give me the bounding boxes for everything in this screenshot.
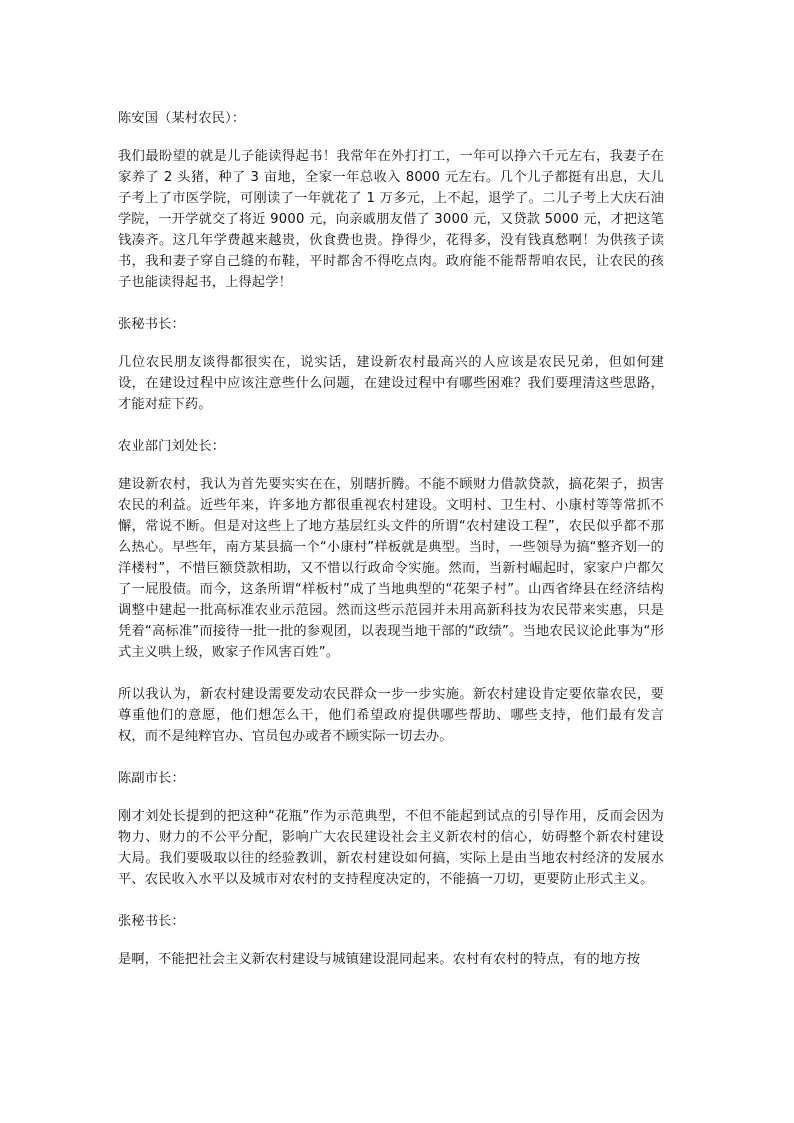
paragraph: 是啊，不能把社会主义新农村建设与城镇建设混同起来。农村有农村的特点，有的地方按 <box>118 952 641 967</box>
paragraph: 建设新农村，我认为首先要实实在在，别瞎折腾。不能不顾财力借款贷款，搞花架子，损害农民的利益。近些年来，许多地方都很重视农村建设。文明村、卫生村、小康村等等常抓不懈，常说不断。但是对这些上了地方基层红头文件的所谓“农村建设工程”，农民似乎都不那么热心。早些年，南方某县搞一个“小康村”样板就是典型。当时，一些领导为搞“整齐划一的洋楼村”，不惜巨额贷款相助，又不惜以行政命令实施。然而，当新村崛起时，家家户户都欠了一屁股债。而今，这条所谓“样板村”成了当地典型的“花架子村”。山西省绛县在经济结构调整中建起一批高标准农业示范园。然而这些示范园并未用高新科技为农民带来实惠，只是凭着“高标准”而接待一批一批的参观团，以表现当地干部的“政绩”。当地农民议论此事为“形式主义哄上级，败家子作风害百姓”。 <box>118 477 664 660</box>
paragraph: 我们最盼望的就是儿子能读得起书！我常年在外打打工，一年可以挣六千元左右，我妻子在家养了 2 头猪，种了 3 亩地，全家一年总收入 8000 元左右。几个儿子都挺有出息，大儿子考上了市医学院，可刚读了一年就花了 1 万多元，上不起，退学了。二儿子考上大庆石油学院，一开学就交了将近 9000 元，向亲戚朋友借了 3000 元，又贷款 5000 元，才把这笔钱凑齐。这几年学费越来越贵，伙食费也贵。挣得少，花得多，没有钱真愁啊！为供孩子读书，我和妻子穿自己缝的布鞋，平时都舍不得吃点肉。政府能不能帮帮咱农民，让农民的孩子也能读得起书，上得起学！ <box>118 149 664 290</box>
speaker-label: 农业部门刘处长： <box>118 439 226 454</box>
speaker-label: 张秘书长： <box>118 317 185 332</box>
paragraph: 所以我认为，新农村建设需要发动农民群众一步一步实施。新农村建设肯定要依靠农民，要尊重他们的意愿，他们想怎么干，他们希望政府提供哪些帮助、哪些支持，他们最有发言权，而不是纯粹官办、官员包办或者不顾实际一切去办。 <box>118 687 664 744</box>
speaker-label: 张秘书长： <box>118 914 185 929</box>
document-page <box>118 108 664 991</box>
paragraph: 刚才刘处长提到的把这种“花瓶”作为示范典型，不但不能起到试点的引导作用，反而会因为物力、财力的不公平分配，影响广大农民建设社会主义新农村的信心，妨碍整个新农村建设大局。我们要吸取以往的经验教训，新农村建设如何搞，实际上是由当地农村经济的发展水平、农民收入水平以及城市对农村的支持程度决定的，不能搞一刀切，更要防止形式主义。 <box>118 809 664 887</box>
paragraph: 几位农民朋友谈得都很实在，说实话，建设新农村最高兴的人应该是农民兄弟，但如何建设，在建设过程中应该注意些什么问题，在建设过程中有哪些困难？我们要理清这些思路，才能对症下药。 <box>118 355 664 412</box>
speaker-label: 陈安国（某村农民）： <box>118 111 246 126</box>
speaker-label: 陈副市长： <box>118 771 185 786</box>
